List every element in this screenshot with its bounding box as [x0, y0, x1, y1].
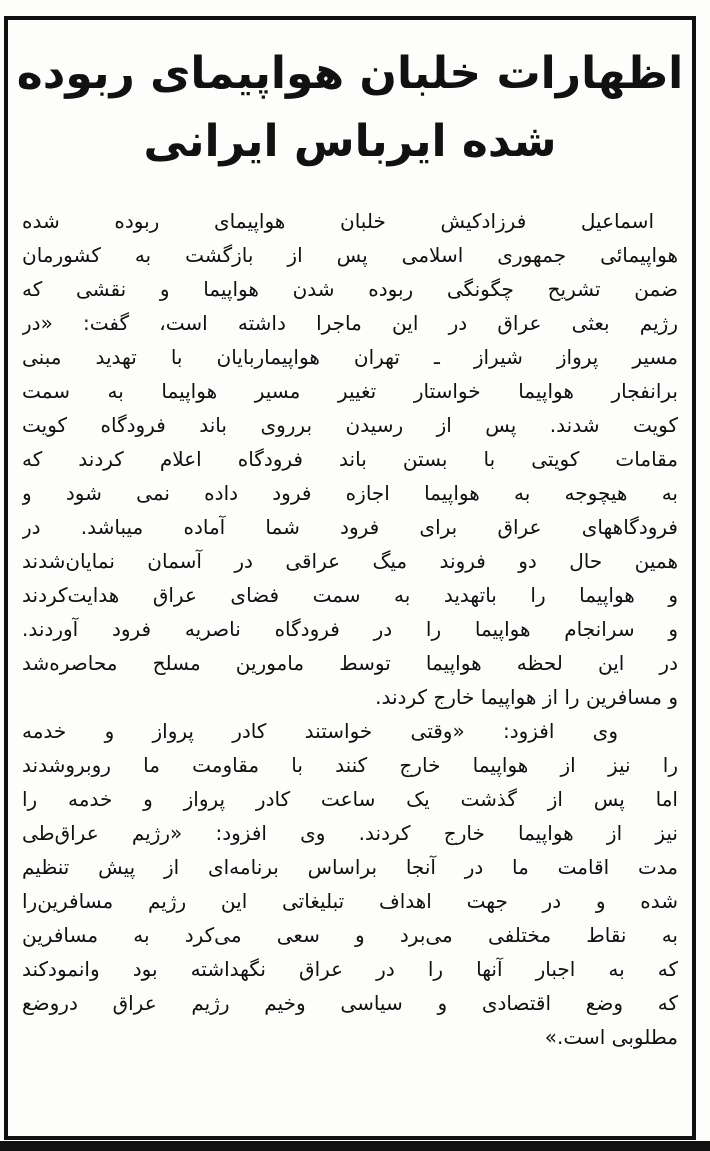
body-line: مطلوبی است.»	[544, 1025, 678, 1049]
body-line: و سرانجام هواپیما را در فرودگاه ناصریه فرود آوردند.	[22, 617, 678, 641]
body-line: اما پس از گذشت یک ساعت کادر پرواز و خدمه را	[22, 787, 678, 811]
body-line: رژیم بعثی عراق در این ماجرا داشته است، گفت: «در	[22, 311, 678, 335]
article-body	[22, 204, 678, 1054]
body-line: برانفجار هواپیما خواستار تغییر مسیر هواپیما به سمت	[22, 379, 678, 403]
body-line: ضمن تشریح چگونگی ربوده شدن هواپیما و نقشی که	[22, 277, 678, 301]
body-line: مسیر پرواز شیراز ـ تهران هواپیماربایان با تهدید مبنی	[22, 345, 678, 369]
body-line: و هواپیما را باتهدید به سمت فضای عراق هدایت‌کردند	[22, 583, 678, 607]
bottom-rule	[0, 1141, 710, 1151]
body-line: که وضع اقتصادی و سیاسی وخیم رژیم عراق دروضع	[22, 991, 678, 1015]
article-headline	[8, 40, 692, 176]
body-line: در این لحظه هواپیما توسط مامورین مسلح محاصره‌شد	[22, 651, 678, 675]
body-line: مقامات کویتی با بستن باند فرودگاه اعلام کردند که	[22, 447, 678, 471]
body-line: به هیچوجه به هواپیما اجازه فرود داده نمی شود و	[22, 481, 678, 505]
body-line: مدت اقامت ما در آنجا براساس برنامه‌ای از پیش تنظیم	[22, 855, 678, 879]
body-line: به نقاط مختلفی می‌برد و سعی می‌کرد به مسافرین	[22, 923, 678, 947]
body-line: هواپیمائی جمهوری اسلامی پس از بازگشت به کشورمان	[22, 243, 678, 267]
body-line: همین حال دو فروند میگ عراقی در آسمان نمایان‌شدند	[22, 549, 678, 573]
body-line: نیز از هواپیما خارج کردند. وی افزود: «رژیم عراق‌طی	[22, 821, 678, 845]
body-line: و مسافرین را از هواپیما خارج کردند.	[375, 685, 678, 709]
body-line: وی افزود: «وقتی خواستند کادر پرواز و خدمه	[22, 719, 618, 743]
headline-line-1: اظهارات خلبان هواپیمای ربوده	[16, 48, 684, 99]
body-line: کویت شدند. پس از رسیدن برروی باند فرودگاه کویت	[22, 413, 678, 437]
body-line: را نیز از هواپیما خارج کنند با مقاومت ما روبروشدند	[22, 753, 678, 777]
body-line: شده و در جهت اهداف تبلیغاتی این رژیم مسافرین‌را	[22, 889, 678, 913]
body-line: اسماعیل فرزادکیش خلبان هواپیمای ربوده شده	[22, 209, 654, 233]
body-line: فرودگاههای عراق برای فرود شما آماده میباشد. در	[22, 515, 678, 539]
headline-line-2: شده ایرباس ایرانی	[143, 116, 557, 167]
body-line: که به اجبار آنها را در عراق نگهداشته بود وانمودکند	[22, 957, 678, 981]
